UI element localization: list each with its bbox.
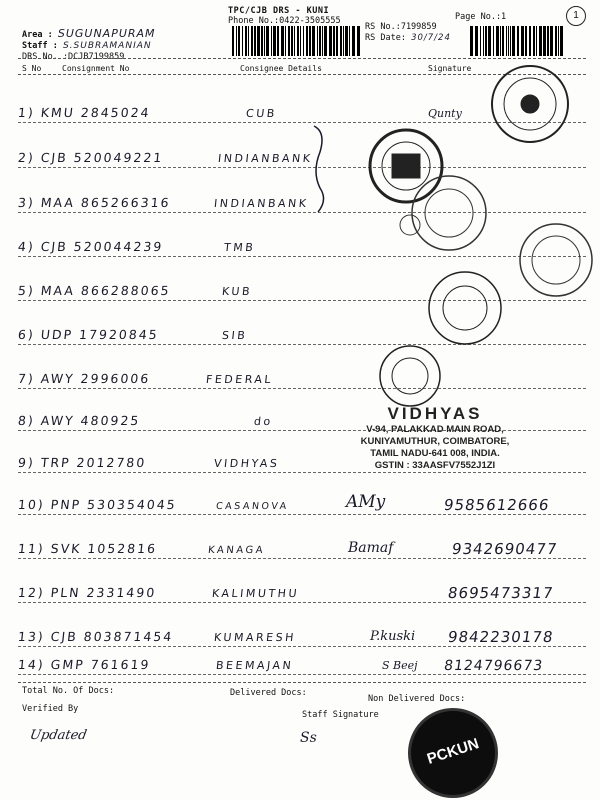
- col-sno: S No: [22, 64, 42, 73]
- consignment-entry: 14) GMP 761619: [17, 657, 152, 672]
- list-item: [18, 488, 586, 518]
- list-item: [18, 96, 586, 126]
- row-rule: [18, 514, 586, 515]
- rs-date-value: 30/7/24: [411, 33, 451, 43]
- consignee-name: KALIMUTHU: [211, 587, 300, 600]
- row-rule: [18, 300, 586, 301]
- consignment-entry: 10) PNP 530354045: [17, 497, 178, 512]
- list-item: [18, 648, 586, 678]
- consignment-entry: 11) SVK 1052816: [17, 541, 158, 556]
- receiver-signature: Qunty: [428, 107, 462, 120]
- phone-number: Phone No.:0422-3505555: [228, 16, 341, 26]
- receiver-phone: 8124796673: [442, 658, 545, 674]
- row-rule: [18, 167, 586, 168]
- col-consignment: Consignment No: [62, 64, 130, 73]
- rs-barcode: [470, 26, 564, 56]
- staff-initials: Ss: [300, 730, 317, 746]
- vidhyas-gstin: GSTIN : 33AASFV7552J1ZI: [374, 460, 496, 471]
- row-rule: [18, 472, 586, 473]
- row-rule: [18, 256, 586, 257]
- consignment-entry: 12) PLN 2331490: [17, 585, 158, 600]
- consignee-name: KUB: [221, 285, 253, 298]
- list-item: [18, 230, 586, 260]
- column-divider: [18, 74, 586, 75]
- consignee-name: KANAGA: [207, 545, 266, 556]
- list-item: [18, 274, 586, 304]
- consignee-name: VIDHYAS: [213, 457, 281, 470]
- vidhyas-address-1: V-94, PALAKKAD MAIN ROAD,: [366, 424, 504, 435]
- page-mark: 1: [566, 6, 586, 26]
- row-rule: [18, 388, 586, 389]
- drs-title: TPC/CJB DRS - KUNI: [228, 6, 330, 16]
- consignment-entry: 3) MAA 865266316: [17, 195, 172, 210]
- non-delivered-docs: Non Delivered Docs:: [368, 694, 466, 704]
- consignee-name: CUB: [245, 107, 278, 120]
- row-rule: [18, 212, 586, 213]
- consignee-name: do: [253, 415, 274, 428]
- consignee-name: INDIANBANK: [213, 197, 310, 210]
- vidhyas-address-3: TAMIL NADU-641 008, INDIA.: [370, 448, 500, 459]
- receiver-phone: 9342690477: [450, 540, 559, 558]
- receiver-phone: 9585612666: [442, 496, 551, 514]
- consignee-name: CASANOVA: [215, 501, 290, 512]
- consignment-entry: 4) CJB 520044239: [17, 239, 165, 254]
- list-item: [18, 576, 586, 606]
- row-rule: [18, 558, 586, 559]
- receiver-signature: P.kuski: [370, 629, 416, 644]
- row-rule: [18, 602, 586, 603]
- list-item: [18, 186, 586, 216]
- staff-signature-label: Staff Signature: [302, 710, 379, 720]
- verified-note: Updated: [28, 728, 88, 743]
- receiver-signature: AMy: [346, 492, 386, 512]
- page-number: Page No.:1: [455, 12, 507, 22]
- staff-label: Staff :: [22, 41, 58, 51]
- col-signature: Signature: [428, 64, 472, 73]
- col-consignee: Consignee Details: [240, 64, 322, 73]
- pckun-stamp: [408, 708, 498, 798]
- rs-number: RS No.:7199859: [365, 22, 437, 32]
- consignment-entry: 6) UDP 17920845: [17, 327, 160, 342]
- consignment-entry: 1) KMU 2845024: [17, 105, 152, 120]
- footer-divider: [18, 682, 586, 683]
- receiver-phone: 9842230178: [446, 628, 555, 646]
- list-item: [18, 141, 586, 171]
- consignee-name: INDIANBANK: [217, 152, 314, 165]
- consignment-entry: 7) AWY 2996006: [17, 371, 152, 386]
- receiver-signature: S Beej: [382, 659, 418, 672]
- staff-row: [22, 41, 156, 52]
- list-item: [18, 318, 586, 348]
- area-value: SUGUNAPURAM: [57, 27, 156, 40]
- consignment-entry: 2) CJB 520049221: [17, 150, 165, 165]
- row-rule: [18, 122, 586, 123]
- consignment-entry: 13) CJB 803871454: [17, 629, 175, 644]
- receiver-signature: Bamaf: [348, 540, 394, 556]
- header-divider: [18, 58, 586, 59]
- delivered-docs: Delivered Docs:: [230, 688, 307, 698]
- verified-by-label: Verified By: [22, 704, 79, 714]
- vidhyas-address-2: KUNIYAMUTHUR, COIMBATORE,: [360, 436, 510, 447]
- total-docs: Total No. Of Docs:: [22, 686, 115, 696]
- consignee-name: TMB: [223, 241, 256, 254]
- staff-value: S.SUBRAMANIAN: [62, 41, 152, 51]
- vidhyas-name: VIDHYAS: [387, 404, 483, 423]
- list-item: [18, 362, 586, 392]
- consignee-name: BEEMAJAN: [215, 659, 294, 672]
- pckun-label: PCKUN: [425, 735, 481, 768]
- consignment-entry: 5) MAA 866288065: [17, 283, 172, 298]
- area-row: [22, 28, 156, 41]
- rs-date: [365, 33, 451, 44]
- consignment-barcode: [232, 26, 362, 56]
- list-item: [18, 620, 586, 650]
- drs-number: DRS No. :DCJB7199859: [22, 52, 125, 62]
- consignee-name: SIB: [221, 329, 248, 342]
- document-header: [228, 6, 341, 26]
- list-item: [18, 532, 586, 562]
- rs-info: [365, 22, 451, 44]
- consignee-name: KUMARESH: [213, 631, 297, 644]
- row-rule: [18, 646, 586, 647]
- receiver-phone: 8695473317: [446, 584, 555, 602]
- row-rule: [18, 344, 586, 345]
- consignee-name: FEDERAL: [205, 373, 274, 386]
- row-rule: [18, 674, 586, 675]
- consignment-entry: 8) AWY 480925: [17, 413, 142, 428]
- area-label: Area :: [22, 30, 53, 40]
- rs-date-label: RS Date:: [365, 33, 406, 43]
- vidhyas-stamp: [340, 404, 530, 472]
- consignment-entry: 9) TRP 2012780: [17, 455, 148, 470]
